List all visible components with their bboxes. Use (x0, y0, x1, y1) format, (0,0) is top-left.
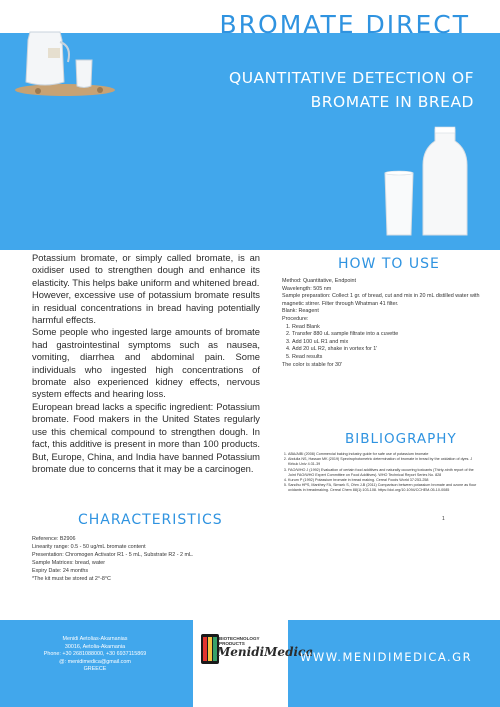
bibliography-title: BIBLIOGRAPHY (345, 431, 457, 447)
address-country: GREECE (83, 666, 107, 673)
milk-jug-photo (10, 12, 120, 97)
expiry-line: Expiry Date: 24 months (32, 568, 89, 574)
brand-title: BROMATE DIRECT (219, 10, 470, 39)
hero-subtitle (194, 66, 474, 114)
blank-line: Blank: Reagent (282, 308, 319, 315)
milk-bottles-photo (375, 125, 475, 240)
subtitle-line-2: BROMATE IN BREAD (310, 93, 474, 111)
address-company: Menidi Aetolias-Akarnanias (62, 636, 128, 642)
subtitle-line-1: QUANTITATIVE DETECTION OF (229, 69, 474, 87)
bibliography-items (288, 452, 482, 494)
bibliography-item: 4. Kurum P (1992) Potassium bromate in bread making. Cereal Foods World 37:253-258 (288, 478, 482, 483)
presentation-line: Presentation: Chromogen Activator R1 - 5 mL, Substrate R2 - 2 mL. (32, 552, 194, 558)
procedure-step: 1. Read Blank (292, 324, 487, 332)
intro-paragraph: Potassium bromate, or simply called bromate, is an oxidiser used to strengthen dough and enhance its elasticity. This helps bake uniform and whitened bread. (32, 252, 260, 288)
address-email: @: menidimedica@gmail.com (59, 658, 131, 665)
wavelength-line: Wavelength: 505 nm (282, 285, 332, 292)
procedure-step: 5. Read results (292, 354, 487, 362)
intro-text (32, 252, 260, 475)
procedure-step: 3. Add 100 uL R1 and mix (292, 339, 487, 347)
logo-tagline: BIOTECHNOLOGY PRODUCTS (219, 636, 260, 646)
hero-section (0, 0, 500, 250)
procedure-step: 2. Transfer 880 uL sample filtrate into a cuvette (292, 331, 487, 339)
bibliography-list (282, 452, 482, 494)
intro-paragraph: European bread lacks a specific ingredient: Potassium bromate. Food makers in the United States regularly use this chemical compound to strengthen dough. In fact, this additive is present in more than 100 products. But, Europe, China, and India have banned Potassium bromate due to concerns that it may be a carcinogen. (32, 400, 260, 474)
how-to-use-body (282, 278, 487, 369)
logo-wordmark: MenidiMedica (217, 645, 314, 659)
reference-line: Reference: B2906 (32, 536, 76, 542)
stability-line: The color is stable for 30' (282, 361, 343, 368)
sample-prep-line: Sample preparation: Collect 1 gr. of bread, cut and mix in 20 mL distilled water with magnetic stirrer. Filter through Whatman 41 filter. (282, 293, 480, 307)
bibliography-item: 1. ABA/AIBI (2008) Commercial baking industry guide for safe use of potassium bromate (288, 452, 482, 457)
characteristics-body (32, 535, 292, 583)
website-link[interactable]: WWW.MENIDIMEDICA.GR (300, 650, 473, 664)
characteristics-title: CHARACTERISTICS (78, 512, 223, 528)
procedure-label: Procedure: (282, 315, 309, 322)
method-line: Method: Quantitative, Endpoint (282, 278, 357, 284)
storage-line: *The kit must be stored at 2°-8°C (32, 576, 111, 582)
bibliography-item: 5. Sandhu HPS, Manthey FA, Simsek S, Ohm J-B (2011) Comparison between potassium bromate and ozone as flour oxidants in breadmaking. Cereal Chem 88(1):103-108. https://doi.org/10.1094/CCHEM-05-10-0085 (288, 483, 482, 493)
procedure-steps (292, 324, 487, 362)
company-logo (195, 628, 314, 702)
linearity-line: Linearity range: 0.5 - 50 ug/mL bromate content (32, 544, 146, 550)
intro-paragraph: Some people who ingested large amounts of bromate had gastrointestinal symptoms such as nausea, vomiting, diarrhea and abdominal pain. Some individuals who ingested high concentrations of bromate also experienced kidney effects, nervous system effects and hearing loss. (32, 326, 260, 400)
procedure-step: 4. Add 20 uL R2, shake in vortex for 1' (292, 346, 487, 354)
address-phone: Phone: +30 2681088000, +30 6937115869 (43, 651, 147, 658)
bibliography-item: 3. FAO/WHO J (1992) Evaluation of certain food additives and naturally occurring toxicants (Thirty-ninth report of the Joint FAO/WHO Expert Committee on Food Additives). WHO Technical Report Series No. 828 (288, 468, 482, 478)
matrices-line: Sample Matrices: bread, water (32, 560, 106, 566)
footer-address (30, 636, 160, 674)
intro-paragraph: However, excessive use of potassium bromate results in residual concentrations in bread having potentially harmful effects. (32, 289, 260, 326)
how-to-use-title: HOW TO USE (338, 256, 440, 272)
address-postal: 30016, Aetolia-Akarnania (64, 643, 126, 650)
bibliography-item: 2. Abdulla NS, Hassan MK (2019) Spectrophotometric determination of bromate in bread by the oxidation of dyes. J Kirkuk Univ 4:31-39 (288, 457, 482, 467)
page-mark: 1 (442, 516, 445, 522)
